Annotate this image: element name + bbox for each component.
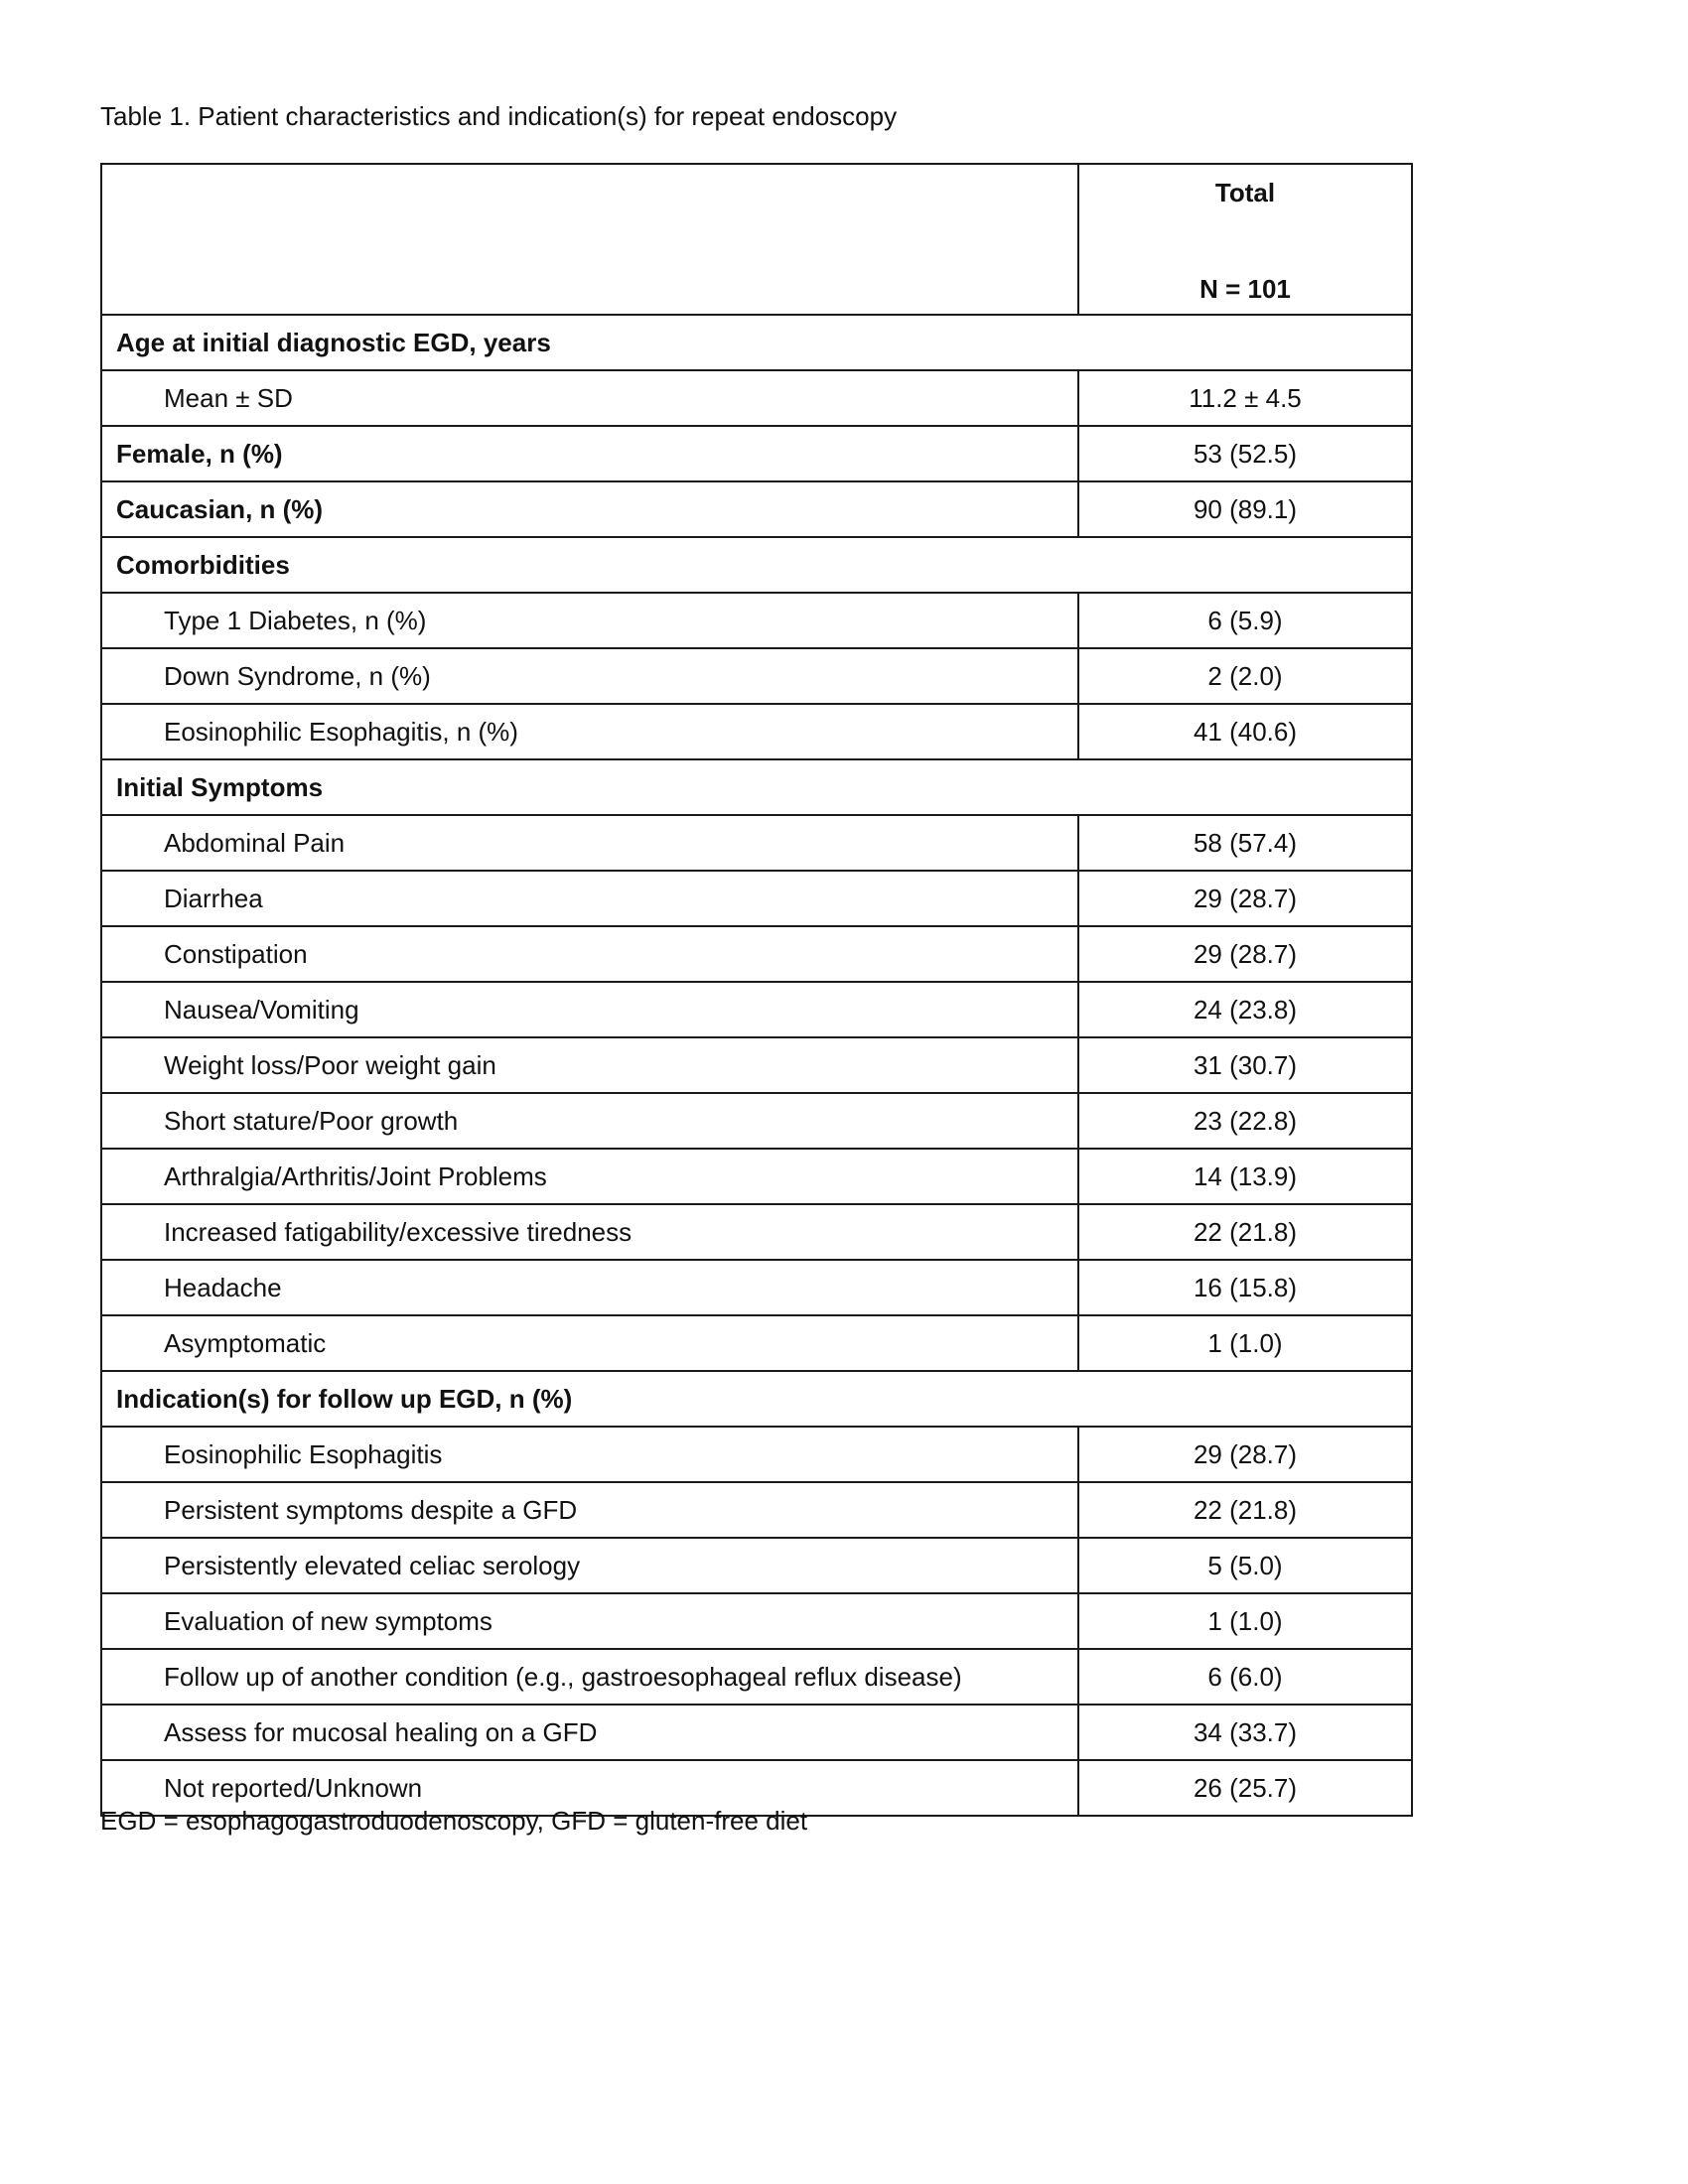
row-value: 34 (33.7) <box>1078 1705 1412 1760</box>
table-row <box>101 982 1412 1037</box>
row-label: Short stature/Poor growth <box>101 1093 1078 1149</box>
row-value: 29 (28.7) <box>1078 871 1412 926</box>
table-caption: Table 1. Patient characteristics and indication(s) for repeat endoscopy <box>100 101 898 131</box>
row-label: Evaluation of new symptoms <box>101 1593 1078 1649</box>
table-row <box>101 1649 1412 1705</box>
table-row <box>101 1149 1412 1204</box>
header-total-label: Total <box>1214 178 1276 207</box>
table-row <box>101 926 1412 982</box>
table-row <box>101 370 1412 426</box>
row-label: Type 1 Diabetes, n (%) <box>101 593 1078 648</box>
row-label: Asymptomatic <box>101 1315 1078 1371</box>
patient-characteristics-table <box>100 163 1413 1817</box>
row-label: Caucasian, n (%) <box>101 481 1078 537</box>
table-row <box>101 1260 1412 1315</box>
row-value: 53 (52.5) <box>1078 426 1412 481</box>
table-row <box>101 481 1412 537</box>
table-row <box>101 1705 1412 1760</box>
row-label: Mean ± SD <box>101 370 1078 426</box>
table-row <box>101 1427 1412 1482</box>
row-value: 6 (6.0) <box>1078 1649 1412 1705</box>
table-row <box>101 704 1412 759</box>
row-value: 90 (89.1) <box>1078 481 1412 537</box>
row-value: 26 (25.7) <box>1078 1760 1412 1816</box>
table-row <box>101 1093 1412 1149</box>
row-value: 22 (21.8) <box>1078 1482 1412 1538</box>
row-label: Persistently elevated celiac serology <box>101 1538 1078 1593</box>
table-row <box>101 871 1412 926</box>
section-heading: Indication(s) for follow up EGD, n (%) <box>101 1371 1412 1427</box>
header-empty-cell <box>101 164 1078 315</box>
table-row <box>101 1037 1412 1093</box>
table-row <box>101 1204 1412 1260</box>
row-label: Increased fatigability/excessive tiredness <box>101 1204 1078 1260</box>
row-value: 22 (21.8) <box>1078 1204 1412 1260</box>
row-value: 6 (5.9) <box>1078 593 1412 648</box>
row-label: Assess for mucosal healing on a GFD <box>101 1705 1078 1760</box>
row-label: Follow up of another condition (e.g., gastroesophageal reflux disease) <box>101 1649 1078 1705</box>
table-row <box>101 593 1412 648</box>
header-n-label: N = 101 <box>1199 274 1291 304</box>
table-row <box>101 1593 1412 1649</box>
row-label: Constipation <box>101 926 1078 982</box>
section-row <box>101 537 1412 593</box>
row-value: 41 (40.6) <box>1078 704 1412 759</box>
row-value: 2 (2.0) <box>1078 648 1412 704</box>
section-heading: Comorbidities <box>101 537 1412 593</box>
table-row <box>101 815 1412 871</box>
section-heading: Age at initial diagnostic EGD, years <box>101 315 1412 370</box>
row-value: 58 (57.4) <box>1078 815 1412 871</box>
table-row <box>101 1482 1412 1538</box>
row-label: Not reported/Unknown <box>101 1760 1078 1816</box>
row-label: Arthralgia/Arthritis/Joint Problems <box>101 1149 1078 1204</box>
row-value: 29 (28.7) <box>1078 926 1412 982</box>
row-value: 1 (1.0) <box>1078 1315 1412 1371</box>
section-heading: Initial Symptoms <box>101 759 1412 815</box>
table-header-row <box>101 164 1412 315</box>
row-label: Nausea/Vomiting <box>101 982 1078 1037</box>
row-label: Down Syndrome, n (%) <box>101 648 1078 704</box>
section-row <box>101 759 1412 815</box>
row-value: 14 (13.9) <box>1078 1149 1412 1204</box>
row-label: Weight loss/Poor weight gain <box>101 1037 1078 1093</box>
row-label: Diarrhea <box>101 871 1078 926</box>
section-row <box>101 1371 1412 1427</box>
row-value: 1 (1.0) <box>1078 1593 1412 1649</box>
row-value: 16 (15.8) <box>1078 1260 1412 1315</box>
table-row <box>101 1315 1412 1371</box>
header-total-cell <box>1078 164 1412 315</box>
row-label: Female, n (%) <box>101 426 1078 481</box>
row-value: 5 (5.0) <box>1078 1538 1412 1593</box>
row-value: 11.2 ± 4.5 <box>1078 370 1412 426</box>
row-label: Eosinophilic Esophagitis, n (%) <box>101 704 1078 759</box>
row-value: 29 (28.7) <box>1078 1427 1412 1482</box>
section-row <box>101 315 1412 370</box>
row-value: 31 (30.7) <box>1078 1037 1412 1093</box>
row-label: Headache <box>101 1260 1078 1315</box>
row-value: 23 (22.8) <box>1078 1093 1412 1149</box>
row-label: Persistent symptoms despite a GFD <box>101 1482 1078 1538</box>
row-label: Eosinophilic Esophagitis <box>101 1427 1078 1482</box>
table-footnote: EGD = esophagogastroduodenoscopy, GFD = gluten-free diet <box>100 1806 808 1836</box>
table-row <box>101 426 1412 481</box>
table-row <box>101 648 1412 704</box>
table-row <box>101 1538 1412 1593</box>
row-value: 24 (23.8) <box>1078 982 1412 1037</box>
row-label: Abdominal Pain <box>101 815 1078 871</box>
